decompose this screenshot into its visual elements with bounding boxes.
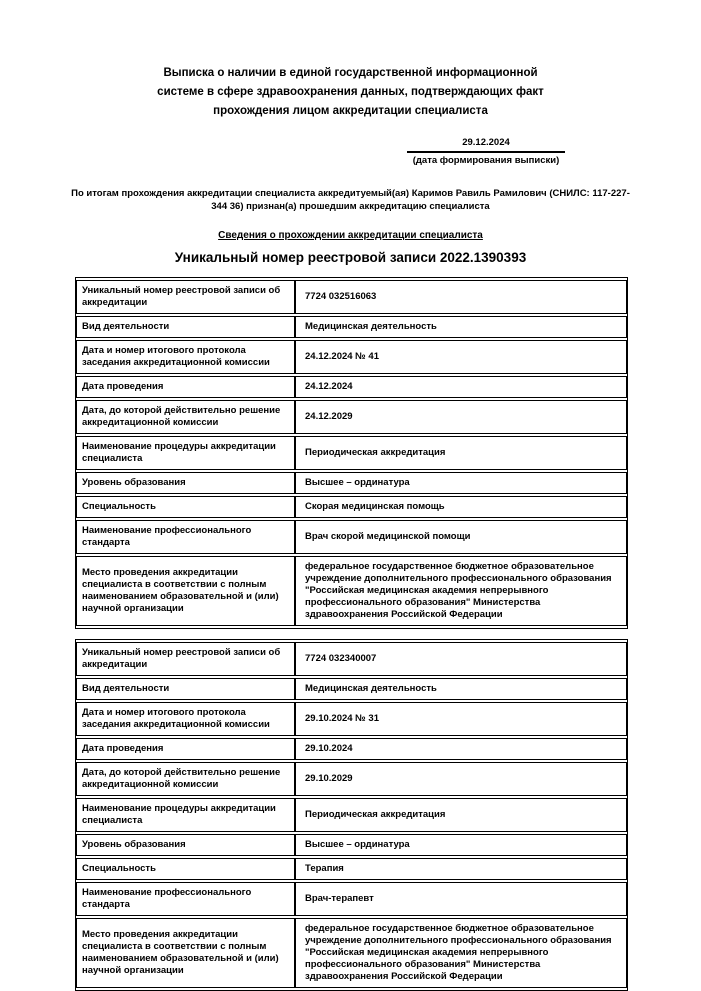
table-row bbox=[76, 642, 627, 676]
field-label: Вид деятельности bbox=[76, 316, 295, 338]
field-label: Дата проведения bbox=[76, 738, 295, 760]
field-label: Дата и номер итогового протокола заседания аккредитационной комиссии bbox=[76, 340, 295, 374]
field-label: Уровень образования bbox=[76, 834, 295, 856]
field-value: Медицинская деятельность bbox=[295, 678, 627, 700]
field-value: Высшее – ординатура bbox=[295, 834, 627, 856]
table-row bbox=[76, 918, 627, 988]
intro-line-1: По итогам прохождения аккредитации специалиста аккредитуемый(ая) Каримов Равиль Рамилович (СНИЛС: 117-227- bbox=[71, 188, 630, 199]
document-title-line-3: прохождения лицом аккредитации специалиста bbox=[213, 105, 488, 117]
accreditation-table-1 bbox=[75, 277, 628, 629]
intro-line-2: 344 36) признан(а) прошедшим аккредитацию специалиста bbox=[211, 201, 490, 212]
field-value: 24.12.2029 bbox=[295, 400, 627, 434]
field-value: Терапия bbox=[295, 858, 627, 880]
field-label: Наименование процедуры аккредитации специалиста bbox=[76, 798, 295, 832]
extract-date-block bbox=[407, 137, 565, 167]
field-value: Высшее – ординатура bbox=[295, 472, 627, 494]
field-value: 29.10.2024 № 31 bbox=[295, 702, 627, 736]
field-label: Наименование процедуры аккредитации специалиста bbox=[76, 436, 295, 470]
field-value: Медицинская деятельность bbox=[295, 316, 627, 338]
table-row bbox=[76, 520, 627, 554]
document-title-line-1: Выписка о наличии в единой государственной информационной bbox=[163, 67, 538, 79]
document-title bbox=[0, 64, 701, 121]
table-row bbox=[76, 702, 627, 736]
table-row bbox=[76, 472, 627, 494]
field-value: Врач скорой медицинской помощи bbox=[295, 520, 627, 554]
field-label: Уникальный номер реестровой записи об аккредитации bbox=[76, 280, 295, 314]
table-row bbox=[76, 340, 627, 374]
field-value: 29.10.2024 bbox=[295, 738, 627, 760]
field-label: Наименование профессионального стандарта bbox=[76, 520, 295, 554]
table-row bbox=[76, 798, 627, 832]
field-label: Дата проведения bbox=[76, 376, 295, 398]
table-row bbox=[76, 556, 627, 626]
field-label: Место проведения аккредитации специалиста в соответствии с полным наименованием образовательной и (или) научной организации bbox=[76, 556, 295, 626]
field-value: 24.12.2024 № 41 bbox=[295, 340, 627, 374]
extract-date-caption: (дата формирования выписки) bbox=[412, 155, 560, 166]
field-label: Специальность bbox=[76, 858, 295, 880]
table-row bbox=[76, 762, 627, 796]
field-label: Дата, до которой действительно решение аккредитационной комиссии bbox=[76, 400, 295, 434]
field-value: Врач-терапевт bbox=[295, 882, 627, 916]
record-number-heading: Уникальный номер реестровой записи 2022.1390393 bbox=[174, 250, 527, 265]
field-value: 24.12.2024 bbox=[295, 376, 627, 398]
document-title-line-2: системе в сфере здравоохранения данных, подтверждающих факт bbox=[157, 86, 544, 98]
table-row bbox=[76, 858, 627, 880]
intro-paragraph bbox=[46, 187, 656, 213]
table-row bbox=[76, 436, 627, 470]
field-value: Периодическая аккредитация bbox=[295, 798, 627, 832]
table-row bbox=[76, 738, 627, 760]
table-row bbox=[76, 882, 627, 916]
field-label: Дата и номер итогового протокола заседания аккредитационной комиссии bbox=[76, 702, 295, 736]
table-row bbox=[76, 280, 627, 314]
table-row bbox=[76, 678, 627, 700]
field-label: Дата, до которой действительно решение аккредитационной комиссии bbox=[76, 762, 295, 796]
accreditation-table-2 bbox=[75, 639, 628, 991]
field-value: федеральное государственное бюджетное образовательное учреждение дополнительного профессионального образования "Российская медицинская академия непрерывного профессионального образования" Министерства здравоохранения Российской Федерации bbox=[295, 556, 627, 626]
table-row bbox=[76, 316, 627, 338]
table-row bbox=[76, 496, 627, 518]
field-label: Вид деятельности bbox=[76, 678, 295, 700]
field-label: Наименование профессионального стандарта bbox=[76, 882, 295, 916]
field-value: 7724 032516063 bbox=[295, 280, 627, 314]
field-label: Место проведения аккредитации специалиста в соответствии с полным наименованием образовательной и (или) научной организации bbox=[76, 918, 295, 988]
field-value: федеральное государственное бюджетное образовательное учреждение дополнительного профессионального образования "Российская медицинская академия непрерывного профессионального образования" Министерства здравоохранения Российской Федерации bbox=[295, 918, 627, 988]
field-label: Специальность bbox=[76, 496, 295, 518]
field-label: Уникальный номер реестровой записи об аккредитации bbox=[76, 642, 295, 676]
section-heading: Сведения о прохождении аккредитации специалиста bbox=[218, 230, 483, 241]
field-value: Скорая медицинская помощь bbox=[295, 496, 627, 518]
table-row bbox=[76, 400, 627, 434]
table-row bbox=[76, 376, 627, 398]
table-row bbox=[76, 834, 627, 856]
field-value: Периодическая аккредитация bbox=[295, 436, 627, 470]
field-value: 7724 032340007 bbox=[295, 642, 627, 676]
field-value: 29.10.2029 bbox=[295, 762, 627, 796]
field-label: Уровень образования bbox=[76, 472, 295, 494]
extract-date: 29.12.2024 bbox=[407, 137, 565, 153]
